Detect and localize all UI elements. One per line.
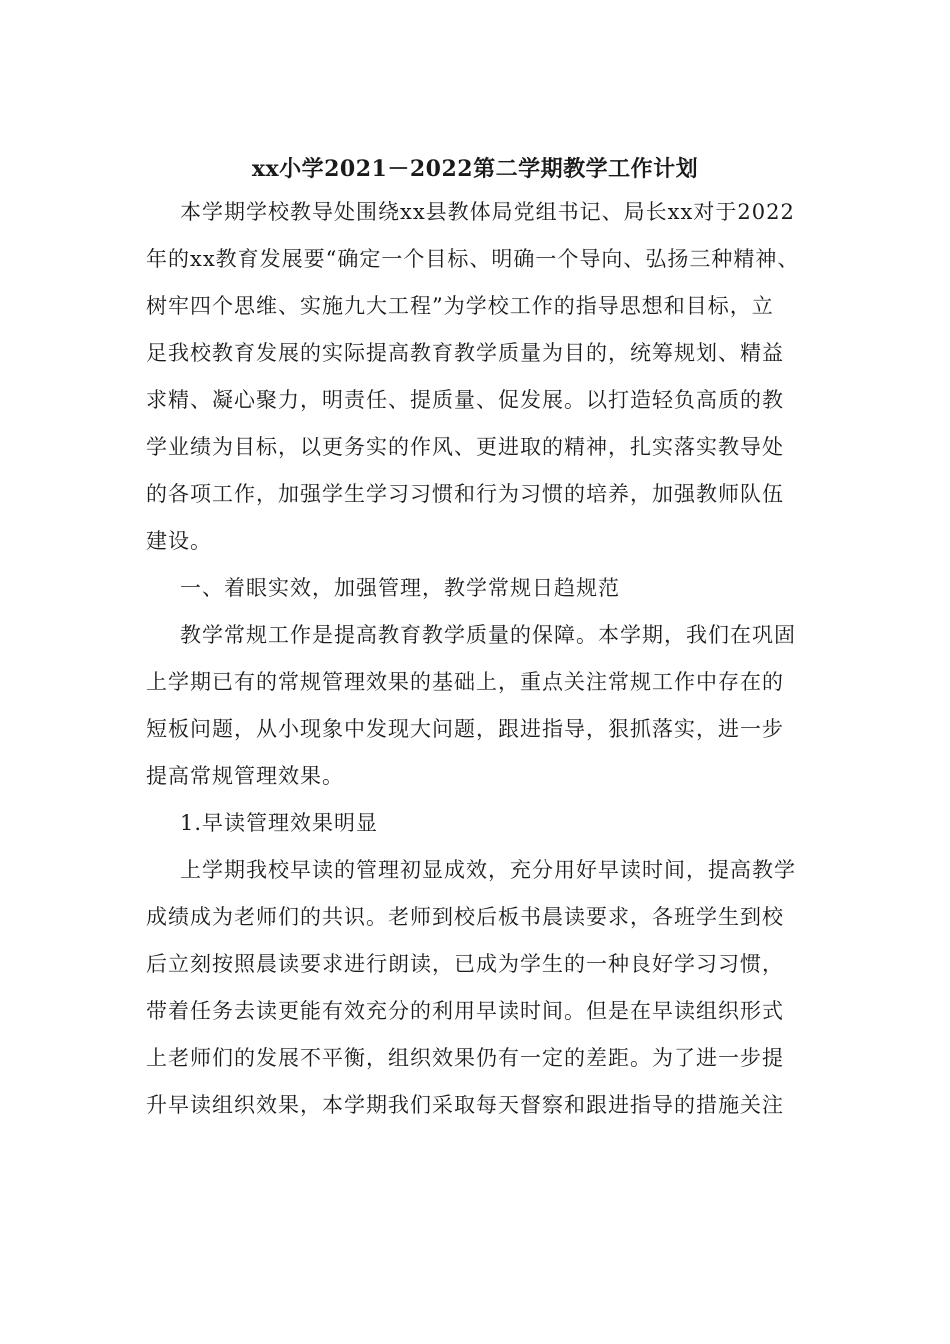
paragraph-line: 学业绩为目标，以更务实的作风、更进取的精神，扎实落实教导处	[146, 435, 784, 459]
document-title: xx小学2021－2022第二学期教学工作计划	[251, 156, 699, 182]
paragraph-line: 上老师们的发展不平衡，组织效果仍有一定的差距。为了进一步提	[146, 1046, 784, 1070]
paragraph-line: 树牢四个思维、实施九大工程”为学校工作的指导思想和目标，立	[146, 294, 774, 318]
paragraph-line: 本学期学校教导处围绕xx县教体局党组书记、局长xx对于2022	[180, 200, 795, 224]
section-heading: 一、着眼实效，加强管理，教学常规日趋规范	[180, 576, 620, 600]
paragraph-line: 上学期我校早读的管理初显成效，充分用好早读时间，提高教学	[180, 858, 796, 882]
paragraph-line: 足我校教育发展的实际提高教育教学质量为目的，统筹规划、精益	[146, 341, 784, 365]
paragraph-line: 后立刻按照晨读要求进行朗读，已成为学生的一种良好学习习惯，	[146, 952, 784, 976]
paragraph-line: 升早读组织效果，本学期我们采取每天督察和跟进指导的措施关注	[146, 1093, 784, 1117]
subsection-heading: 1.早读管理效果明显	[180, 811, 379, 835]
paragraph-line: 短板问题，从小现象中发现大问题，跟进指导，狠抓落实，进一步	[146, 717, 784, 741]
paragraph-line: 建设。	[146, 529, 212, 553]
paragraph-line: 提高常规管理效果。	[146, 764, 344, 788]
paragraph-line: 求精、凝心聚力，明责任、提质量、促发展。以打造轻负高质的教	[146, 388, 784, 412]
paragraph-line: 年的xx教育发展要“确定一个目标、明确一个导向、弘扬三种精神、	[146, 247, 800, 271]
paragraph-line: 成绩成为老师们的共识。老师到校后板书晨读要求，各班学生到校	[146, 905, 784, 929]
paragraph-line: 带着任务去读更能有效充分的利用早读时间。但是在早读组织形式	[146, 999, 784, 1023]
paragraph-line: 的各项工作，加强学生学习习惯和行为习惯的培养，加强教师队伍	[146, 482, 784, 506]
paragraph-line: 上学期已有的常规管理效果的基础上，重点关注常规工作中存在的	[146, 670, 784, 694]
paragraph-line: 教学常规工作是提高教育教学质量的保障。本学期，我们在巩固	[180, 623, 796, 647]
